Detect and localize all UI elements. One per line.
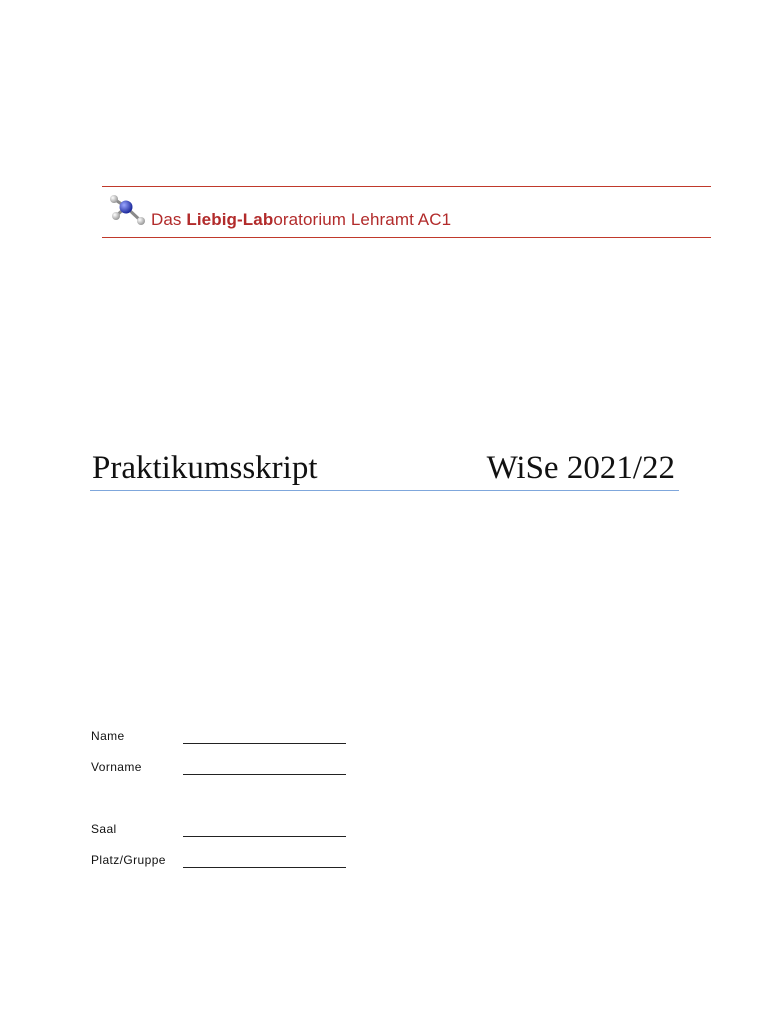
fill-in-line xyxy=(183,774,346,775)
fill-in-line xyxy=(183,836,346,837)
field-label: Saal xyxy=(91,822,117,836)
banner-top-rule xyxy=(102,186,711,187)
field-label: Vorname xyxy=(91,760,142,774)
field-label: Name xyxy=(91,729,125,743)
banner-bold-liebig: Liebig xyxy=(186,210,238,229)
saal-field xyxy=(91,822,391,840)
fill-in-line xyxy=(183,743,346,744)
fill-in-line xyxy=(183,867,346,868)
banner-rest: oratorium Lehramt AC1 xyxy=(273,210,452,229)
banner-prefix: Das xyxy=(151,210,187,229)
document-title: Praktikumsskript xyxy=(92,450,318,486)
vorname-field xyxy=(91,760,391,778)
name-field xyxy=(91,729,391,747)
molecule-icon xyxy=(106,193,150,229)
banner-bold-lab: Lab xyxy=(242,210,274,229)
banner-dash: - xyxy=(237,210,243,229)
semester-label: WiSe 2021/22 xyxy=(486,450,675,486)
field-label: Platz/Gruppe xyxy=(91,853,166,867)
banner-title xyxy=(151,210,451,230)
title-row xyxy=(90,448,679,491)
banner-bottom-rule xyxy=(102,237,711,238)
platz-gruppe-field xyxy=(91,853,391,871)
